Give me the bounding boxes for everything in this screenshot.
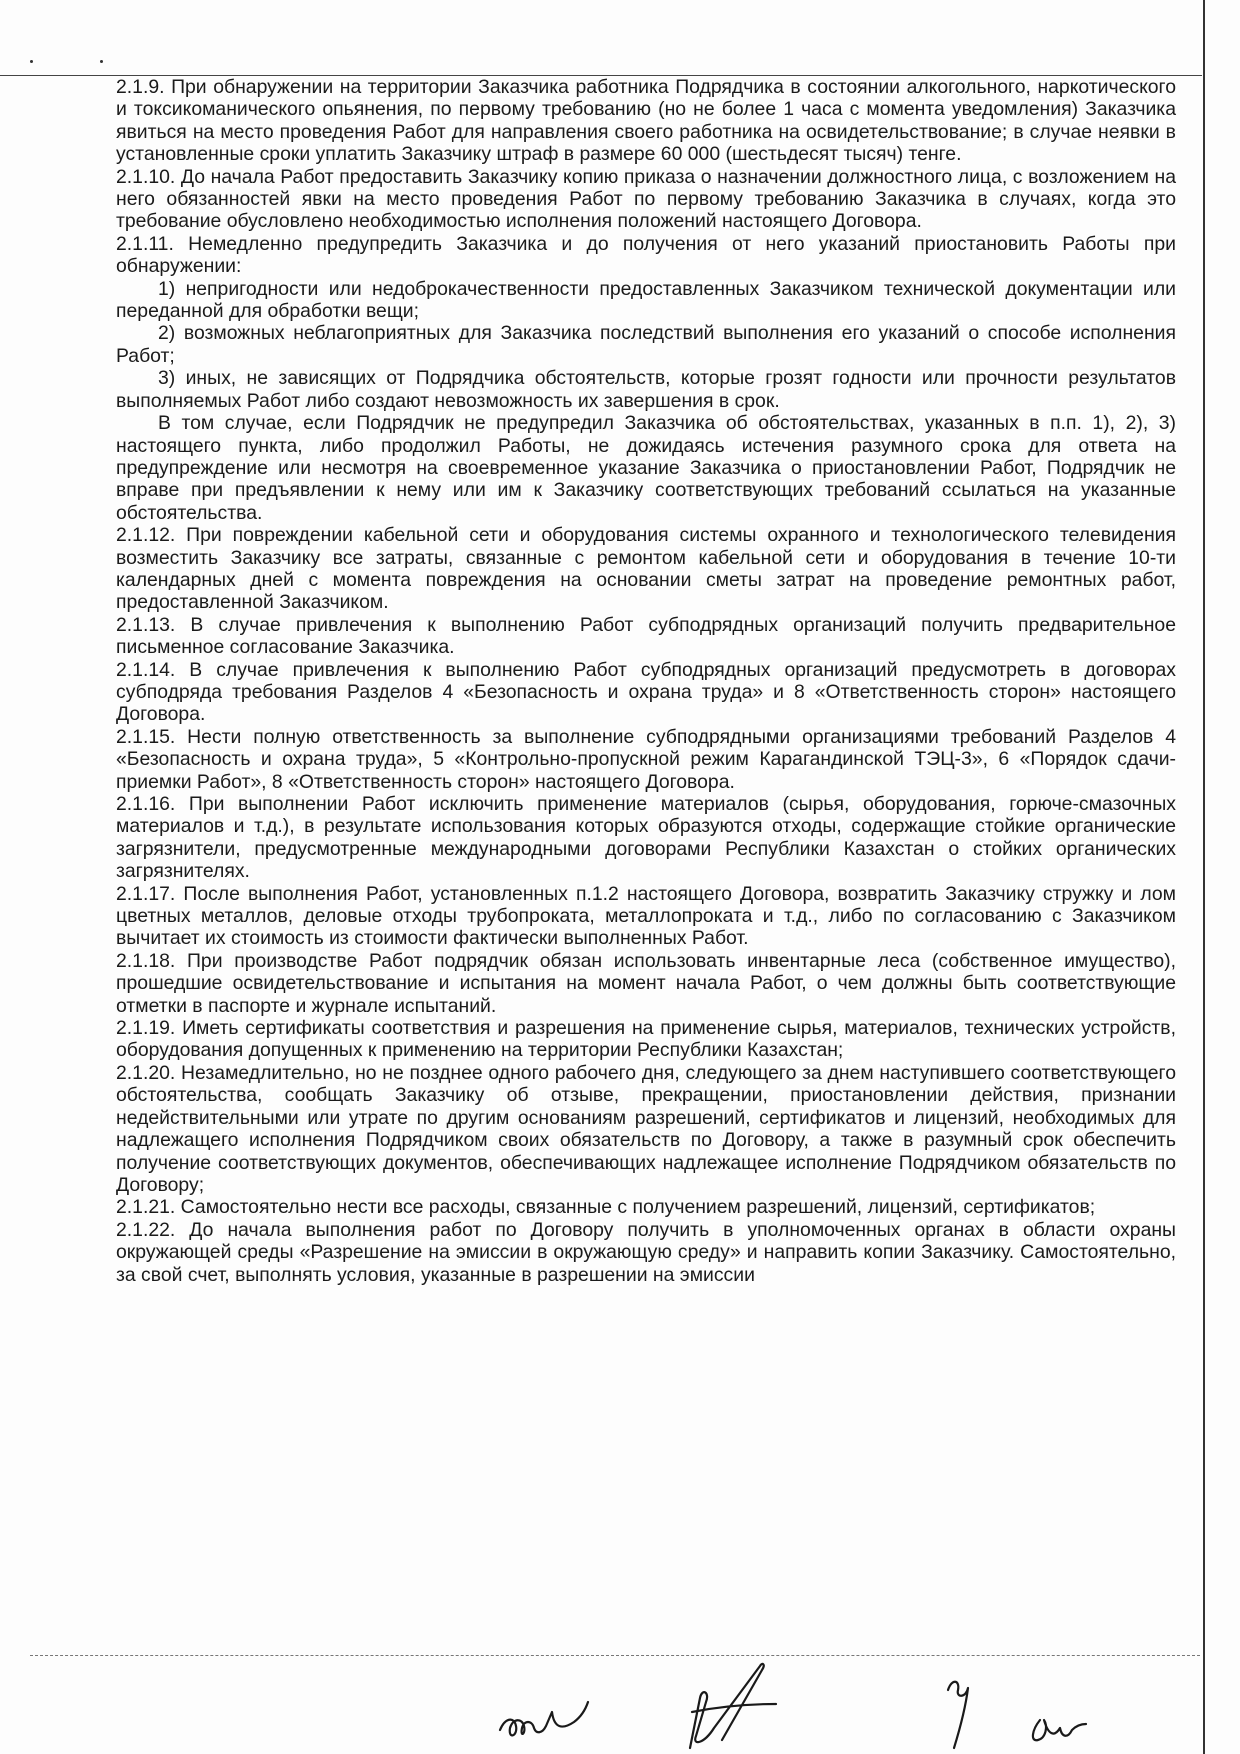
clause-2-1-11-item-2: 2) возможных неблагоприятных для Заказчика последствий выполнения его указаний о способе исполнения Работ; (116, 322, 1176, 367)
clause-2-1-14: 2.1.14. В случае привлечения к выполнению Работ субподрядных организаций предусмотреть в договорах субподряда требования Разделов 4 «Безопасность и охрана труда» и 8 «Ответственность сторон» настоящего Договора. (116, 658, 1176, 726)
clause-2-1-20: 2.1.20. Незамедлительно, но не позднее одного рабочего дня, следующего за днем наступившего соответствующего обстоятельства, сообщать Заказчику об отзыве, прекращении, приостановлении действия, признании недействительными или утрате по другим основаниям разрешений, сертификатов и лицензий, необходимых для надлежащего исполнения Подрядчиком своих обязательств по Договору, а также в разумный срок обеспечить получение соответствующих документов, обеспечивающих надлежащее исполнение Подрядчиком обязательств по Договору; (116, 1061, 1176, 1196)
signature-3 (948, 1682, 968, 1748)
right-margin-rule (1203, 0, 1205, 1754)
clause-2-1-10: 2.1.10. До начала Работ предоставить Заказчику копию приказа о назначении должностного лица, с возложением на него обязанностей явки на место проведения Работ по первому требованию Заказчика в случаях, когда это требование обусловлено необходимостью исполнения положений настоящего Договора. (116, 165, 1176, 233)
clause-2-1-11-item-3: 3) иных, не зависящих от Подрядчика обстоятельств, которые грозят годности или прочности результатов выполняемых Работ либо создают невозможность их завершения в срок. (116, 367, 1176, 412)
signature-4 (1033, 1720, 1086, 1740)
signature-1 (500, 1702, 588, 1735)
signatures-area (0, 1660, 1240, 1754)
clause-2-1-22: 2.1.22. До начала выполнения работ по Договору получить в уполномоченных органах в области охраны окружающей среды «Разрешение на эмиссии в окружающую среду» и направить копии Заказчику. Самостоятельно, за свой счет, выполнять условия, указанные в разрешении на эмиссии (116, 1218, 1176, 1286)
clause-2-1-19: 2.1.19. Иметь сертификаты соответствия и разрешения на применение сырья, материалов, технических устройств, оборудования допущенных к применению на территории Республики Казахстан; (116, 1017, 1176, 1062)
clause-2-1-11: 2.1.11. Немедленно предупредить Заказчика и до получения от него указаний приостановить Работы при обнаружении: (116, 232, 1176, 278)
clause-2-1-12: 2.1.12. При повреждении кабельной сети и оборудования системы охранного и технологического телевидения возместить Заказчику все затраты, связанные с ремонтом кабельной сети и оборудования в течение 10-ти календарных дней с момента повреждения на основании сметы затрат на проведение ремонтных работ, предоставленной Заказчиком. (116, 524, 1176, 614)
scan-speck (30, 60, 33, 63)
clause-2-1-17: 2.1.17. После выполнения Работ, установленных п.1.2 настоящего Договора, возвратить Заказчику стружку и лом цветных металлов, деловые отходы трубопроката, металлопроката и т.д., либо по согласованию с Заказчиком вычитает их стоимость из стоимости фактически выполненных Работ. (116, 882, 1176, 950)
clause-2-1-15: 2.1.15. Нести полную ответственность за выполнение субподрядными организациями требований Разделов 4 «Безопасность и охрана труда», 5 «Контрольно-пропускной режим Карагандинской ТЭЦ-3», 6 «Порядок сдачи-приемки Работ», 8 «Ответственность сторон» настоящего Договора. (116, 725, 1176, 793)
clause-2-1-16: 2.1.16. При выполнении Работ исключить применение материалов (сырья, оборудования, горюче-смазочных материалов и т.д.), в результате использования которых образуются отходы, содержащие стойкие органические загрязнители, предусмотренные международными договорами Республики Казахстан о стойких органических загрязнителях. (116, 793, 1176, 883)
clause-2-1-11-item-1: 1) непригодности или недоброкачественности предоставленных Заказчиком технической документации или переданной для обработки вещи; (116, 277, 1176, 323)
clause-2-1-11-note: В том случае, если Подрядчик не предупредил Заказчика об обстоятельствах, указанных в п.п. 1), 2), 3) настоящего пункта, либо продолжил Работы, не дожидаясь истечения разумного срока для ответа на предупреждение или несмотря на своевременное указание Заказчика о приостановлении Работ, Подрядчик не вправе при предъявлении к нему или им к Заказчику соответствующих требований ссылаться на указанные обстоятельства. (116, 412, 1176, 524)
clause-2-1-21: 2.1.21. Самостоятельно нести все расходы, связанные с получением разрешений, лицензий, сертификатов; (116, 1196, 1096, 1219)
scan-speck (100, 60, 103, 63)
signature-line (30, 1655, 1200, 1656)
clause-2-1-9: 2.1.9. При обнаружении на территории Заказчика работника Подрядчика в состоянии алкогольного, наркотического и токсикоманического опьянения, по первому требованию (но не более 1 часа с момента уведомления) Заказчика явиться на место проведения Работ для направления своего работника на освидетельствование; в случае неявки в установленные сроки уплатить Заказчику штраф в размере 60 000 (шестьдесят тысяч) тенге. (116, 76, 1176, 166)
clause-2-1-18: 2.1.18. При производстве Работ подрядчик обязан использовать инвентарные леса (собственное имущество), прошедшие освидетельствование и испытания на момент начала Работ, о чем должны быть соответствующие отметки в паспорте и журнале испытаний. (116, 949, 1176, 1017)
document-body (116, 76, 1176, 1286)
clause-2-1-13: 2.1.13. В случае привлечения к выполнению Работ субподрядных организаций получить предварительное письменное согласование Заказчика. (116, 613, 1176, 659)
signature-2 (690, 1664, 776, 1748)
